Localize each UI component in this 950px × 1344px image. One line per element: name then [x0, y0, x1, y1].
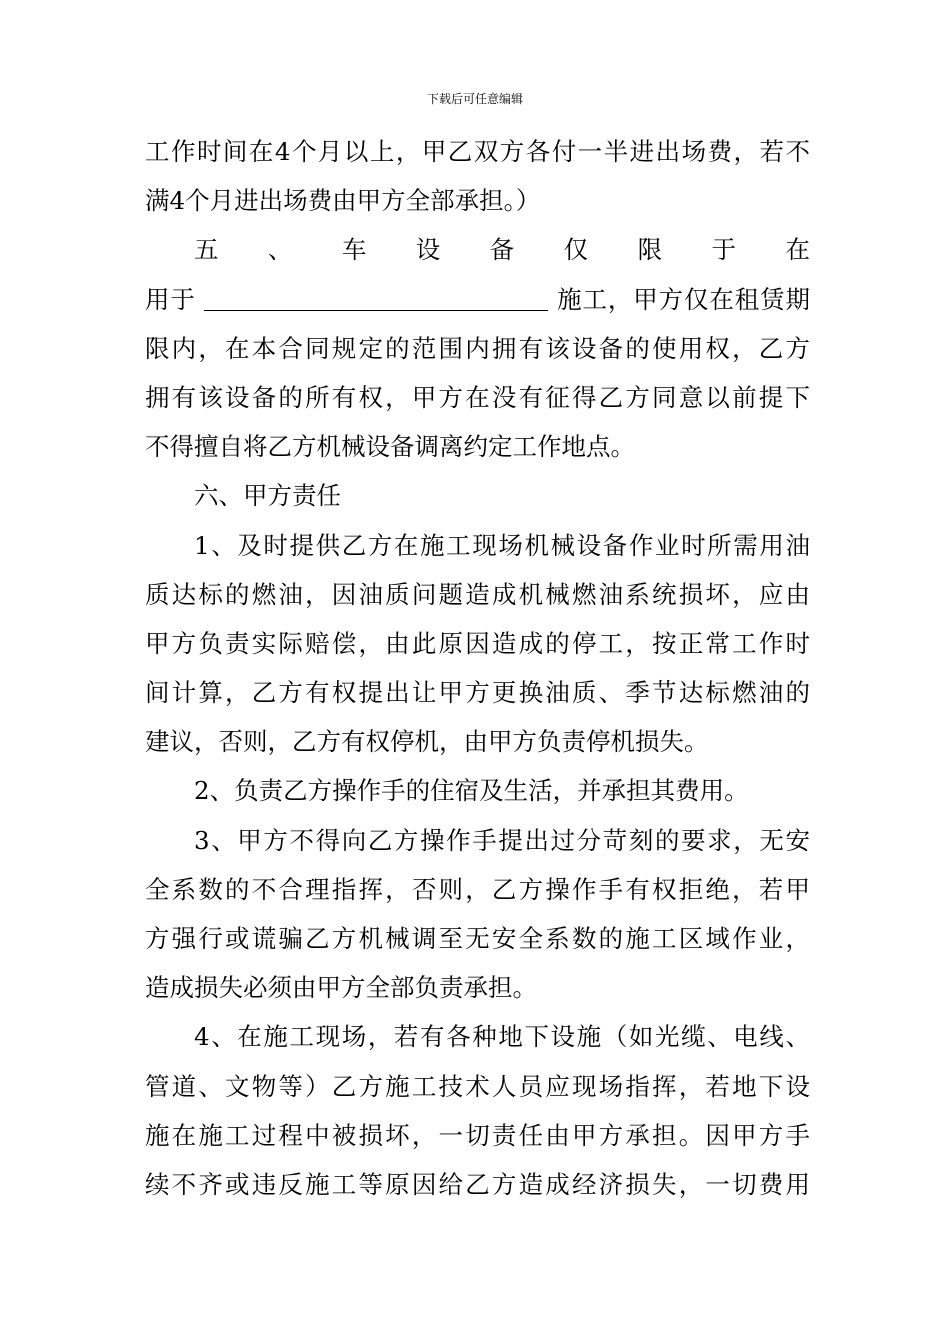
text-line: 3、甲方不得向乙方操作手提出过分苛刻的要求，无安 — [194, 825, 810, 855]
text-line: 间计算，乙方有权提出让甲方更换油质、季节达标燃油的 — [145, 678, 810, 708]
text-line: 不得擅自将乙方机械设备调离约定工作地点。 — [145, 432, 635, 462]
text-line: 造成损失必须由甲方全部负责承担。 — [145, 973, 537, 1003]
page-header: 下载后可任意编辑 — [426, 92, 523, 106]
text-fragment: 施工，甲方仅在租赁期 — [557, 284, 810, 314]
text-line: 全系数的不合理指挥，否则，乙方操作手有权拒绝，若甲 — [145, 874, 810, 904]
text-line: 方强行或谎骗乙方机械调至无安全系数的施工区域作业， — [145, 924, 810, 953]
text-line: 甲方负责实际赔偿，由此原因造成的停工，按正常工作时 — [145, 628, 810, 658]
fill-in-blank[interactable] — [204, 286, 548, 311]
text-line: 限内，在本合同规定的范围内拥有该设备的使用权，乙方 — [145, 333, 810, 363]
text-line-with-blank — [145, 275, 810, 324]
section-heading-6: 六、甲方责任 — [194, 481, 341, 511]
document-body — [145, 127, 810, 1209]
text-line: 4、在施工现场，若有各种地下设施（如光缆、电线、 — [194, 1022, 810, 1052]
text-line: 满4个月进出场费由甲方全部承担。） — [145, 186, 541, 216]
text-line: 建议，否则，乙方有权停机，由甲方负责停机损失。 — [145, 727, 709, 757]
text-line: 管道、文物等）乙方施工技术人员应现场指挥，若地下设 — [145, 1071, 810, 1101]
text-line: 2、负责乙方操作手的住宿及生活，并承担其费用。 — [194, 776, 749, 806]
clause-heading-5: 五 、 车 设 备 仅 限 于 在 — [194, 235, 810, 265]
text-line: 质达标的燃油，因油质问题造成机械燃油系统损坏，应由 — [145, 579, 810, 609]
text-line: 施在施工过程中被损坏，一切责任由甲方承担。因甲方手 — [145, 1120, 810, 1150]
text-fragment: 用于 — [145, 284, 196, 314]
text-line: 续不齐或违反施工等原因给乙方造成经济损失，一切费用 — [145, 1169, 810, 1199]
text-line: 拥有该设备的所有权，甲方在没有征得乙方同意以前提下 — [145, 382, 810, 412]
text-line: 1、及时提供乙方在施工现场机械设备作业时所需用油 — [194, 530, 810, 560]
text-line: 工作时间在4个月以上，甲乙双方各付一半进出场费，若不 — [145, 137, 810, 166]
